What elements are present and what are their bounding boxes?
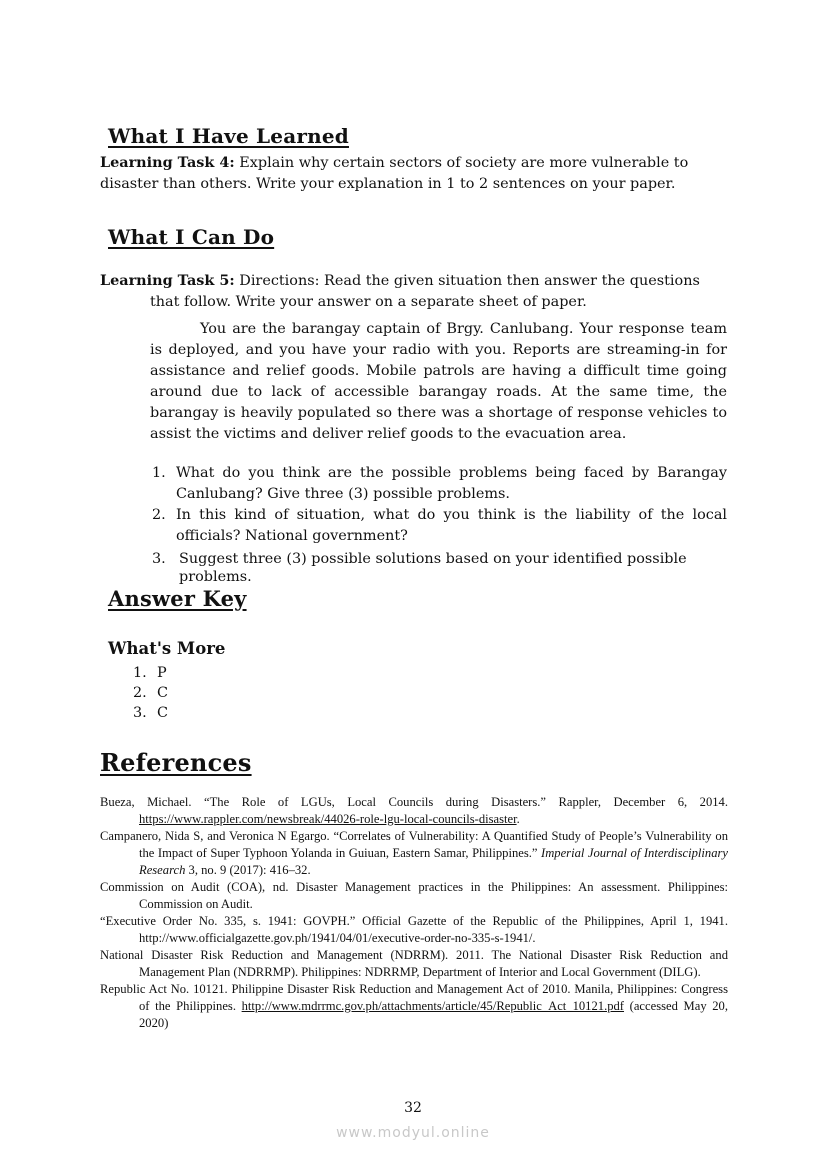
list-item xyxy=(133,683,168,703)
reference-item xyxy=(100,981,728,1032)
item-text: What do you think are the possible problems being faced by Barangay Canlubang? Give three (3) possible problems. xyxy=(176,465,727,502)
item-number: 3. xyxy=(152,551,166,567)
list-item xyxy=(152,463,727,505)
heading-answer-key: Answer Key xyxy=(108,586,247,611)
task-label: Learning Task 4: xyxy=(100,154,235,171)
reference-text: Commission on Audit (COA), nd. Disaster Management practices in the Philippines: An assessment. Philippines: Commission on Audit. xyxy=(100,880,728,911)
item-text: Suggest three (3) possible solutions based on your identified possible problems. xyxy=(179,551,687,585)
task-text: Explain why certain sectors of society are more vulnerable to disaster than others. Write your explanation in 1 to 2 sentences on your paper. xyxy=(100,155,689,192)
journal-title: Imperial Journal of Interdisciplinary Research xyxy=(139,846,729,877)
item-text: In this kind of situation, what do you think is the liability of the local officials? National government? xyxy=(176,507,727,544)
reference-item xyxy=(100,794,728,828)
task-label: Learning Task 5: xyxy=(100,272,235,289)
reference-item xyxy=(100,913,728,947)
learning-task-4 xyxy=(100,152,700,195)
heading-what-i-have-learned: What I Have Learned xyxy=(108,124,349,148)
item-number: 1. xyxy=(152,465,166,481)
item-number: 3. xyxy=(133,705,147,721)
reference-text: 3, no. 9 (2017): 416–32. xyxy=(185,863,311,877)
reference-text: “Executive Order No. 335, s. 1941: GOVPH.” Official Gazette of the Republic of the Philippines, April 1, 1941. http://www.officialgazette.gov.ph/1941/04/01/executive-order-no-335-s-1941/. xyxy=(100,914,728,945)
heading-what-i-can-do: What I Can Do xyxy=(108,225,275,249)
reference-text: Bueza, Michael. “The Role of LGUs, Local Councils during Disasters.” Rappler, December 6, 2014. xyxy=(100,795,728,809)
learning-task-5 xyxy=(100,270,728,313)
reference-text: Campanero, Nida S, and Veronica N Egargo. “Correlates of Vulnerability: A Quantified Study of People’s Vulnerability on the Impact of Super Typhoon Yolanda in Guiuan, Eastern Samar, Philippines.” xyxy=(100,829,728,860)
reference-item xyxy=(100,947,728,981)
reference-link[interactable]: https://www.rappler.com/newsbreak/44026-role-lgu-local-councils-disaster xyxy=(139,812,517,826)
reference-text: National Disaster Risk Reduction and Management (NDRRM). 2011. The National Disaster Risk Reduction and Management Plan (NDRRMP). Philippines: NDRRMP, Department of Interior and Local Government (DILG). xyxy=(100,948,728,979)
answer-list xyxy=(133,663,168,723)
list-item xyxy=(133,663,168,683)
item-number: 2. xyxy=(133,685,147,701)
reference-text: Republic Act No. 10121. Philippine Disaster Risk Reduction and Management Act of 2010. Manila, Philippines: Congress of the Philippines. xyxy=(100,982,728,1013)
list-item xyxy=(152,550,727,586)
item-text: C xyxy=(157,705,169,721)
item-text: P xyxy=(157,665,167,681)
reference-text: (accessed May 20, 2020) xyxy=(139,999,728,1030)
question-list xyxy=(152,463,727,586)
list-item xyxy=(133,703,168,723)
subheading-whats-more: What's More xyxy=(108,639,226,658)
list-item xyxy=(152,505,727,547)
task-text: Directions: Read the given situation then answer the questions that follow. Write your answer on a separate sheet of paper. xyxy=(150,273,700,310)
reference-list xyxy=(100,794,728,1032)
reference-item xyxy=(100,879,728,913)
reference-item xyxy=(100,828,728,879)
situation-paragraph: You are the barangay captain of Brgy. Canlubang. Your response team is deployed, and you have your radio with you. Reports are streaming-in for assistance and relief goods. Mobile patrols are having a difficult time going around due to lack of accessible barangay roads. At the same time, the barangay is heavily populated so there was a shortage of response vehicles to assist the victims and deliver relief goods to the evacuation area. xyxy=(150,321,727,442)
item-number: 2. xyxy=(152,507,166,523)
reference-text: . xyxy=(516,812,520,826)
page-number: 32 xyxy=(404,1100,422,1116)
item-text: C xyxy=(157,685,169,701)
reference-link[interactable]: http://www.mdrrmc.gov.ph/attachments/article/45/Republic_Act_10121.pdf xyxy=(241,999,625,1013)
heading-references: References xyxy=(100,748,252,777)
watermark: www.modyul.online xyxy=(336,1125,490,1141)
item-number: 1. xyxy=(133,665,147,681)
